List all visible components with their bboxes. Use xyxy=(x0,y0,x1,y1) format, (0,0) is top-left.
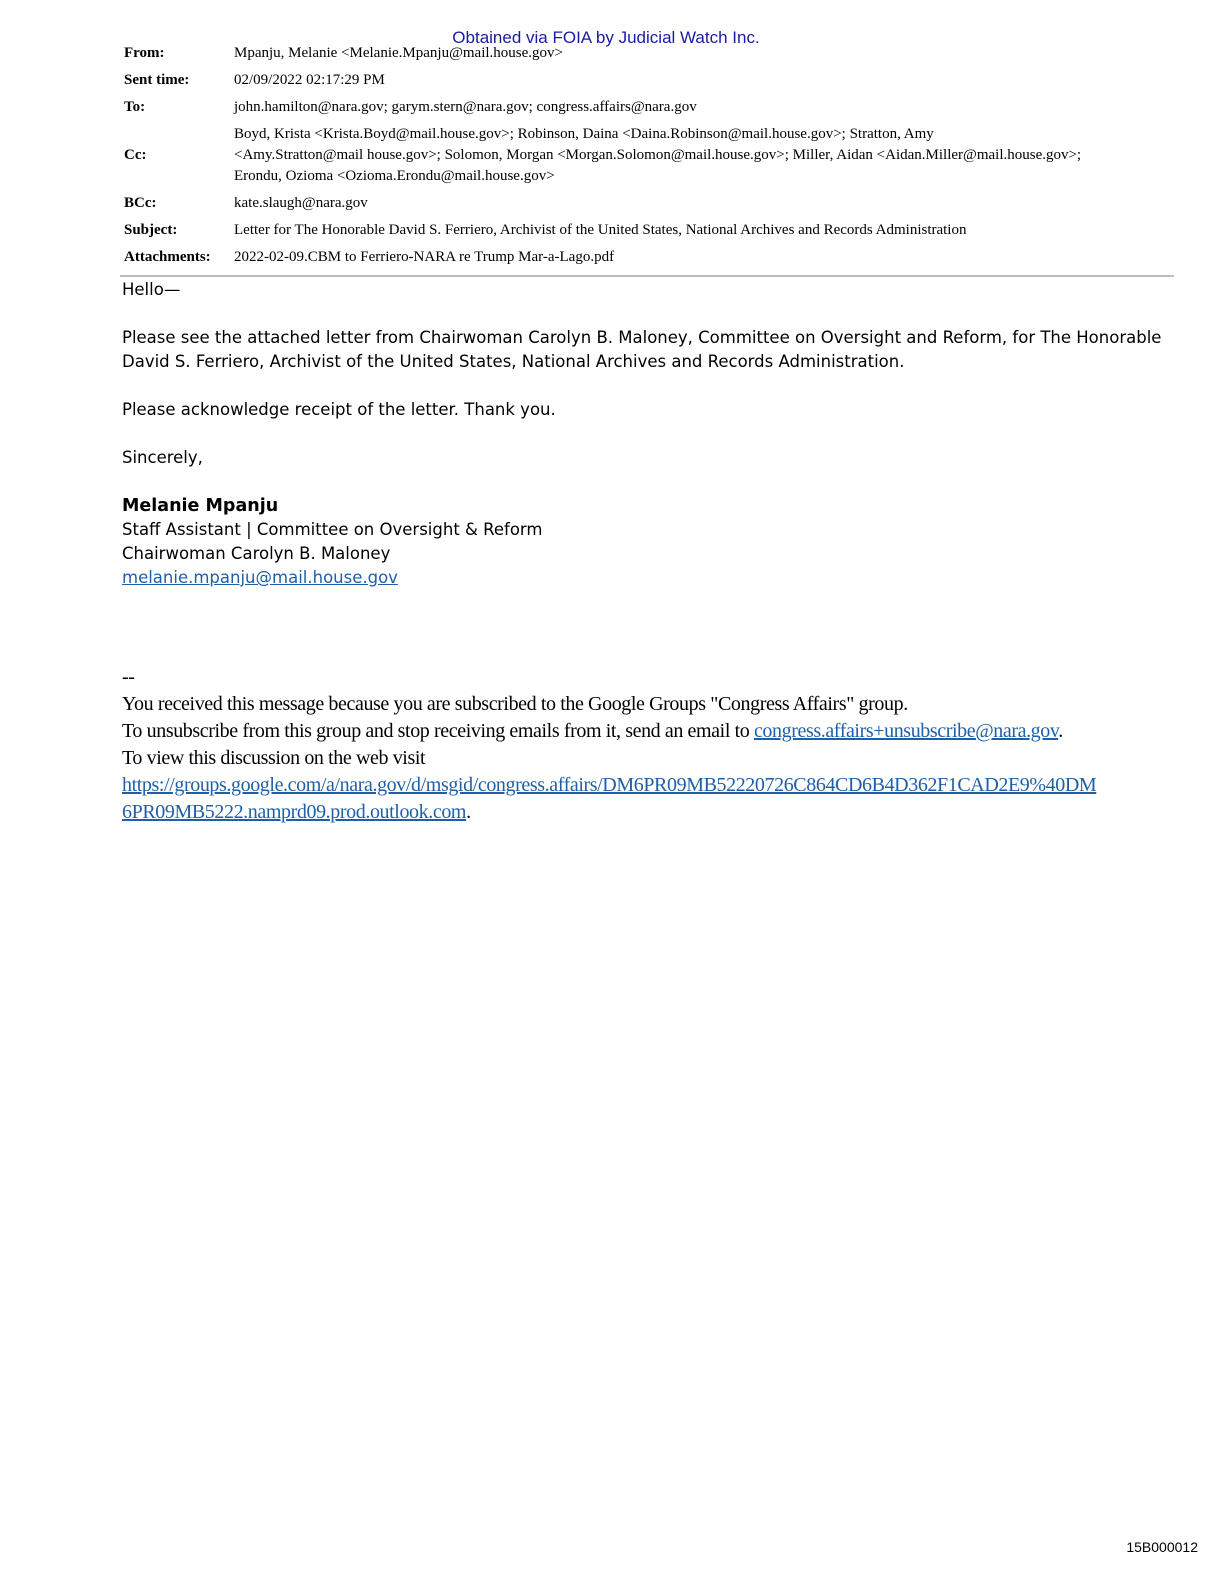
greeting: Hello— xyxy=(122,280,181,299)
cc-line-3: Erondu, Ozioma <Ozioma.Erondu@mail.house.gov> xyxy=(234,168,555,184)
signature-title: Staff Assistant | Committee on Oversight & Reform xyxy=(122,520,543,539)
to-row xyxy=(120,94,1174,121)
page-id: 15B000012 xyxy=(1126,1539,1198,1555)
group-footer xyxy=(122,664,1182,826)
discussion-url-line-2 xyxy=(122,799,1182,826)
email-header xyxy=(120,40,1174,271)
body-paragraph-2: Please acknowledge receipt of the letter. Thank you. xyxy=(122,400,556,419)
sent-time-value: 02/09/2022 02:17:29 PM xyxy=(234,72,385,88)
body-paragraph-1: Please see the attached letter from Chairwoman Carolyn B. Maloney, Committee on Oversight and Reform, for The Honorable David S. Ferriero, Archivist of the United States, National Archives and Records Administration. xyxy=(122,328,1162,371)
discussion-url-link-part-2[interactable]: 6PR09MB5222.namprd09.prod.outlook.com xyxy=(122,801,467,823)
bcc-row xyxy=(120,190,1174,217)
bcc-label: BCc: xyxy=(124,195,157,211)
url-suffix: . xyxy=(466,801,471,823)
header-divider xyxy=(120,275,1174,277)
cc-label: Cc: xyxy=(124,147,147,163)
from-row xyxy=(120,40,1174,67)
footer-view-discussion: To view this discussion on the web visit xyxy=(122,747,426,769)
attachments-row xyxy=(120,244,1174,271)
signature-name: Melanie Mpanju xyxy=(122,496,279,516)
from-value: Mpanju, Melanie <Melanie.Mpanju@mail.house.gov> xyxy=(234,45,564,61)
discussion-url-line-1 xyxy=(122,772,1182,799)
cc-value xyxy=(228,121,1174,190)
unsubscribe-text: To unsubscribe from this group and stop receiving emails from it, send an email to xyxy=(122,720,754,742)
attachment-file[interactable]: 2022-02-09.CBM to Ferriero-NARA re Trump Mar-a-Lago.pdf xyxy=(234,249,615,265)
bcc-value: kate.slaugh@nara.gov xyxy=(234,195,368,211)
signature-email-link[interactable]: melanie.mpanju@mail.house.gov xyxy=(122,568,398,587)
subject-label: Subject: xyxy=(124,222,178,238)
unsubscribe-email-link[interactable]: congress.affairs+unsubscribe@nara.gov xyxy=(753,720,1059,742)
footer-unsubscribe-line xyxy=(122,718,1182,745)
to-value: john.hamilton@nara.gov; garym.stern@nara.gov; congress.affairs@nara.gov xyxy=(234,99,697,115)
to-label: To: xyxy=(124,99,146,115)
cc-line-2: <Amy.Stratton@mail house.gov>; Solomon, Morgan <Morgan.Solomon@mail.house.gov>; Miller, Aidan <Aidan.Miller@mail.house.gov>; xyxy=(234,147,1082,163)
footer-separator: -- xyxy=(122,666,135,688)
subject-value: Letter for The Honorable David S. Ferriero, Archivist of the United States, National Archives and Records Administration xyxy=(234,222,967,238)
cc-line-1: Boyd, Krista <Krista.Boyd@mail.house.gov>; Robinson, Daina <Daina.Robinson@mail.house.gov>; Stratton, Amy xyxy=(234,126,934,142)
footer-subscription-notice: You received this message because you are subscribed to the Google Groups "Congress Affairs" group. xyxy=(122,693,908,715)
unsubscribe-suffix: . xyxy=(1058,720,1063,742)
foia-watermark: Obtained via FOIA by Judicial Watch Inc. xyxy=(452,28,760,47)
signature-office: Chairwoman Carolyn B. Maloney xyxy=(122,544,391,563)
subject-row xyxy=(120,217,1174,244)
closing: Sincerely, xyxy=(122,448,203,467)
from-label: From: xyxy=(124,45,165,61)
email-body xyxy=(122,278,1182,590)
discussion-url-link-part-1[interactable]: https://groups.google.com/a/nara.gov/d/msgid/congress.affairs/DM6PR09MB52220726C864CD6B4D362F1CAD2E9%40DM xyxy=(122,774,1097,796)
sent-time-label: Sent time: xyxy=(124,72,190,88)
attachments-label: Attachments: xyxy=(124,249,211,265)
sent-time-row xyxy=(120,67,1174,94)
cc-row xyxy=(120,121,1174,190)
